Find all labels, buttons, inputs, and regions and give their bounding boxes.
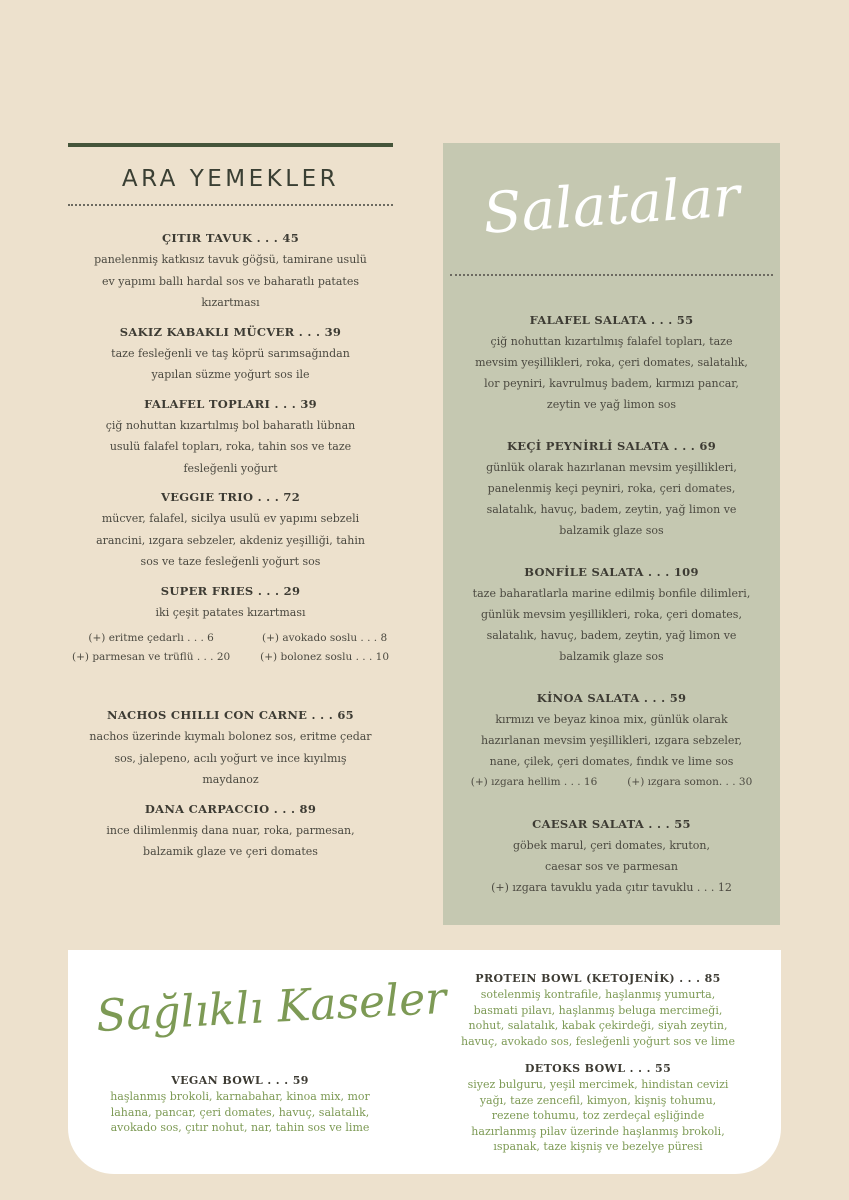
item-name: NACHOS CHILLI CON CARNE . . . 65 <box>107 708 354 722</box>
extra-option: (+) ızgara somon. . . 30 <box>627 776 753 788</box>
item-desc: basmati pilavı, haşlanmış beluga mercimeği, <box>473 1003 723 1017</box>
item-name: DANA CARPACCIO . . . 89 <box>144 801 317 816</box>
item-name: KİNOA SALATA . . . 59 <box>536 691 687 705</box>
item-desc: çiğ nohuttan kızartılmış falafel topları, taze <box>490 335 733 348</box>
dotted-divider <box>68 204 393 206</box>
item-desc: panelenmiş katkısız tavuk göğsü, tamirane usulü <box>94 253 367 266</box>
item-name: PROTEIN BOWL (KETOJENİK) . . . 85 <box>475 972 721 985</box>
item-desc: günlük mevsim yeşillikleri, roka, çeri domates, <box>481 608 742 621</box>
item-desc: zeytin ve yağ limon sos <box>546 398 677 411</box>
fries-extras <box>68 629 393 667</box>
item-desc: haşlanmış brokoli, karnabahar, kinoa mix, mor <box>110 1090 370 1103</box>
item-name: BONFİLE SALATA . . . 109 <box>524 565 699 579</box>
item-name: KEÇİ PEYNİRLİ SALATA . . . 69 <box>506 439 717 453</box>
item-desc: hazırlanmış pilav üzerinde haşlanmış brokoli, <box>471 1124 725 1138</box>
section-title: Salatalar <box>481 164 742 247</box>
menu-item-caesar-salata <box>443 813 780 898</box>
section-title: ARA YEMEKLER <box>121 166 340 192</box>
item-name: CAESAR SALATA . . . 55 <box>532 817 691 831</box>
item-name: FALAFEL SALATA . . . 55 <box>529 313 694 327</box>
menu-item-vegan-bowl <box>82 1072 398 1136</box>
extra-option: (+) eritme çedarlı . . . 6 <box>88 632 214 644</box>
item-desc: kızartması <box>201 296 260 309</box>
item-desc: yağı, taze zencefil, kimyon, kişniş tohumu, <box>479 1093 717 1107</box>
menu-item-falafel-toplari <box>68 394 393 480</box>
item-desc: taze fesleğenli ve taş köprü sarımsağından <box>111 346 350 360</box>
item-desc: sotelenmiş kontrafile, haşlanmış yumurta, <box>480 988 716 1001</box>
item-desc: iki çeşit patates kızartması <box>155 605 306 619</box>
top-rule <box>68 143 393 147</box>
item-desc: lor peyniri, kavrulmuş badem, kırmızı pancar, <box>484 377 739 390</box>
salad-list <box>443 309 780 918</box>
menu-item-protein-bowl <box>438 970 758 1049</box>
dotted-divider <box>450 274 773 276</box>
item-desc: yapılan süzme yoğurt sos ile <box>151 368 310 381</box>
item-desc: maydanoz <box>202 773 259 786</box>
item-desc: fesleğenli yoğurt <box>183 461 278 475</box>
item-desc: nane, çilek, çeri domates, fındık ve lime sos <box>489 755 734 768</box>
extra-option: (+) ızgara hellim . . . 16 <box>470 776 598 788</box>
ara-yemekler-section <box>68 143 393 863</box>
item-desc: kırmızı ve beyaz kinoa mix, günlük olarak <box>495 713 728 726</box>
item-desc: havuç, avokado sos, fesleğenli yoğurt sos ve lime <box>461 1034 735 1048</box>
menu-item-falafel-salata <box>443 309 780 415</box>
item-desc: arancini, ızgara sebzeler, akdeniz yeşilliği, tahin <box>96 533 365 547</box>
item-desc: balzamik glaze ve çeri domates <box>143 845 318 858</box>
item-desc: çiğ nohuttan kızartılmış bol baharatlı lübnan <box>105 418 356 432</box>
item-desc: nachos üzerinde kıymalı bolonez sos, eritme çedar <box>89 730 372 743</box>
kinoa-extras <box>443 772 780 793</box>
item-desc: balzamik glaze sos <box>559 524 664 537</box>
item-desc: balzamik glaze sos <box>559 650 664 663</box>
extra-option: (+) avokado soslu . . . 8 <box>262 632 388 644</box>
item-desc: ev yapımı ballı hardal sos ve baharatlı patates <box>102 274 359 288</box>
menu-item-super-fries <box>68 581 393 668</box>
item-name: FALAFEL TOPLARI . . . 39 <box>144 396 317 411</box>
item-desc: lahana, pancar, çeri domates, havuç, salatalık, <box>110 1105 370 1119</box>
menu-item-mucver <box>68 322 393 386</box>
item-desc: göbek marul, çeri domates, kruton, <box>512 839 711 852</box>
item-desc: sos ve taze fesleğenli yoğurt sos <box>140 555 321 568</box>
menu-item-dana-carpaccio <box>68 799 393 863</box>
salatalar-section <box>443 143 780 925</box>
item-desc: rezene tohumu, toz zerdeçal eşliğinde <box>491 1109 705 1122</box>
item-desc: caesar sos ve parmesan <box>545 860 678 873</box>
item-desc: (+) ızgara tavuklu yada çıtır tavuklu . . . 12 <box>491 881 732 894</box>
item-desc: sos, jalepeno, acılı yoğurt ve ince kıyılmış <box>114 751 347 765</box>
item-desc: usulü falafel topları, roka, tahin sos ve taze <box>109 440 352 453</box>
item-desc: günlük olarak hazırlanan mevsim yeşillikleri, <box>486 461 737 474</box>
item-desc: salatalık, havuç, badem, zeytin, yağ limon ve <box>486 503 737 516</box>
item-desc: taze baharatlarla marine edilmiş bonfile dilimleri, <box>472 587 751 600</box>
item-desc: nohut, salatalık, kabak çekirdeği, siyah zeytin, <box>468 1019 728 1032</box>
menu-item-citir-tavuk <box>68 228 393 314</box>
item-desc: siyez bulguru, yeşil mercimek, hindistan cevizi <box>467 1078 729 1091</box>
menu-item-nachos <box>68 705 393 791</box>
item-desc: mevsim yeşillikleri, roka, çeri domates, salatalık, <box>475 356 748 369</box>
item-name: VEGAN BOWL . . . 59 <box>171 1074 309 1087</box>
saglikli-kaseler-section <box>68 950 781 1174</box>
item-desc: ince dilimlenmiş dana nuar, roka, parmesan, <box>106 823 355 837</box>
item-name: ÇITIR TAVUK . . . 45 <box>161 231 300 245</box>
item-name: VEGGIE TRIO . . . 72 <box>160 490 301 504</box>
item-name: DETOKS BOWL . . . 55 <box>524 1062 672 1075</box>
item-desc: mücver, falafel, sicilya usulü ev yapımı sebzeli <box>101 512 360 525</box>
item-desc: hazırlanan mevsim yeşillikleri, ızgara sebzeler, <box>481 734 742 747</box>
item-desc: avokado sos, çıtır nohut, nar, tahin sos ve lime <box>110 1121 370 1134</box>
item-desc: ıspanak, taze kişniş ve bezelye püresi <box>493 1140 703 1153</box>
extra-option: (+) parmesan ve trüflü . . . 20 <box>72 651 231 663</box>
menu-item-kinoa-salata <box>443 687 780 793</box>
section-title: Sağlıklı Kaseler <box>94 972 448 1043</box>
menu-item-bonfile-salata <box>443 561 780 667</box>
item-name: SAKIZ KABAKLI MÜCVER . . . 39 <box>119 324 342 339</box>
item-name: SUPER FRIES . . . 29 <box>160 583 301 598</box>
extra-option: (+) bolonez soslu . . . 10 <box>260 651 389 663</box>
item-desc: panelenmiş keçi peyniri, roka, çeri domates, <box>487 482 736 495</box>
menu-item-detoks-bowl <box>438 1060 758 1155</box>
menu-item-veggie-trio <box>68 487 393 573</box>
menu-item-keci-peynirli-salata <box>443 435 780 541</box>
item-desc: salatalık, havuç, badem, zeytin, yağ limon ve <box>486 629 737 642</box>
